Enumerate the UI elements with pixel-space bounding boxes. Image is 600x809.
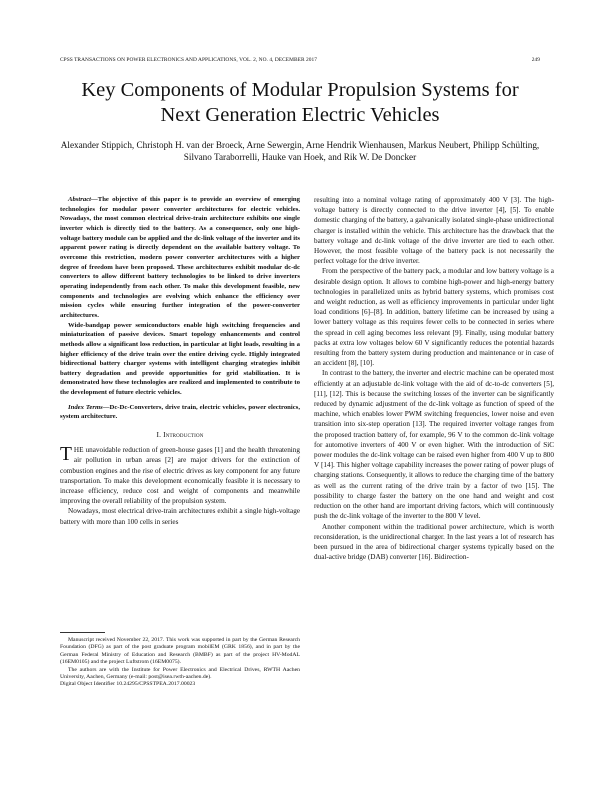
- index-terms-lead: Index Terms: [68, 403, 103, 411]
- section-numeral: I. I: [156, 430, 166, 440]
- index-terms-text: —Dc-Dc-Converters, drive train, electric vehicles, power electronics, system architecture.: [60, 403, 300, 421]
- body-paragraph-4: Another component within the traditional power architecture, which is worth reconsideration, is the unidirectional charger. In the last years a lot of research has been pursued in the area of bidirectional charger systems typically based on the dual-active bridge (DAB) converter [16]. Bidirection-: [314, 522, 554, 562]
- body-paragraph-1: resulting into a nominal voltage rating of approximately 400 V [3]. The high-voltage battery is directly connected to the drive inverter [4], [5]. To enable domestic charging of the battery, a galvanically isolated single-phase unidirectional charger is installed within the vehicle. This architecture has the drawback that the battery voltage and dc-link voltage of the drive inverter are tied to each other. However, the most feasible voltage of the battery pack is not necessarily the perfect voltage for the drive inverter.: [314, 196, 554, 266]
- abstract-paragraph-1: [60, 195, 300, 321]
- paper-title: Key Components of Modular Propulsion Systems for Next Generation Electric Vehicles: [81, 79, 519, 126]
- intro-paragraph-2: Nowadays, most electrical drive-train architectures exhibit a single high-voltage battery with more than 100 cells in series: [60, 507, 300, 526]
- author-list: Alexander Stippich, Christoph H. van der Broeck, Arne Sewergin, Arne Hendrik Wienhausen, Markus Neubert, Philipp Schülting, Silvano Taraborrelli, Hauke van Hoek, and Rik W. De Doncker: [60, 140, 540, 163]
- footnote-affiliation: The authors are with the Institute for Power Electronics and Electrical Drives, RWTH Aachen University, Aachen, Germany (e-mail: post@isea.rwth-aachen.de).: [60, 666, 300, 681]
- abstract-text-1: —The objective of this paper is to provide an overview of emerging technologies for modular power converter architectures for electric vehicles. Nowadays, the most common electrical drive-train architecture exhibits one single inverter which is directly tied to the battery. As a consequence, only one high-voltage battery module can be applied and the dc-link voltage of the inverter and its apparent power rating is directly dependent on the available battery voltage. To overcome this restriction, modern power converter architectures with a higher degree of freedom have been proposed. These architectures exhibit modular dc-dc converters to allow different battery technologies to be linked to drive inverters operating independently from each other. To make this development feasible, new components and technologies are evolving which enhance the efficiency over mission cycles while ensuring further integration of the power-converter architectures.: [60, 196, 300, 319]
- intro-paragraph-1: [60, 445, 300, 506]
- intro-text-1: HE unavoidable reduction of green-house gases [1] and the health threatening air pollution in urban areas [2] are major drivers for the extinction of combustion engines and the rise of electric drives as key component for any future transportation. To make this development economically feasible it is necessary to increase efficiency, reduce cost and weight of components and meanwhile improving the overall reliability of the propulsion system.: [60, 446, 300, 506]
- left-column: [60, 195, 300, 575]
- abstract-paragraph-2: Wide-bandgap power semiconductors enable high switching frequencies and miniaturization of passive devices. Smart topology enhancements and control methods allow a significant loss reduction, in particular at light loads, resulting in a higher efficiency of the drive train over the entire driving cycle. Highly integrated bidirectional battery charger systems with intelligent charging strategies inhibit battery degradation and provide opportunities for grid stabilization. It is demonstrated how these technologies are realized and implemented to contribute to the development of future electric vehicles.: [60, 321, 300, 397]
- abstract: [60, 195, 300, 398]
- footnote-rule: [60, 632, 105, 633]
- doi: Digital Object Identifier 10.24295/CPSSTPEA.2017.00023: [60, 681, 196, 688]
- section-name: ntroduction: [165, 430, 204, 440]
- body-paragraph-2: From the perspective of the battery pack, a modular and low battery voltage is a desirable design option. It allows to combine high-power and high-energy battery technologies in parallelized units as hybrid battery systems, which promises cost and weight reduction, as well as efficiency improvements in particular under light load conditions [6]–[8]. In addition, battery lifetime can be increased by using a lower battery voltage as this requires fewer cells to be connected in series where the spread in cell aging becomes less relevant [9]. Finally, using modular battery packs at extra low voltages below 60 V significantly reduces the potential hazards resulting from the battery system during production and maintenance or in case of an accident [8], [10].: [314, 267, 554, 368]
- page-number: 249: [531, 57, 540, 63]
- footnote-funding: Manuscript received November 22, 2017. This work was supported in part by the German Research Foundation (DFG) as part of the post graduate program mobilEM (GRK 1856), and in part by the German Federal Ministry of Education and Research (BMBF) as part of the project HV-ModAL (16EM0105) and the project Luftstrom (16EM0075).: [60, 637, 300, 666]
- footnotes: [60, 632, 300, 689]
- right-column: [314, 195, 554, 795]
- journal-header: CPSS TRANSACTIONS ON POWER ELECTRONICS AND APPLICATIONS, VOL. 2, NO. 4, DECEMBER 2017: [60, 57, 317, 63]
- running-head: [60, 55, 540, 65]
- drop-cap-letter: T: [60, 444, 72, 466]
- abstract-lead: Abstract: [68, 196, 92, 203]
- body-paragraph-3: In contrast to the battery, the inverter and electric machine can be operated most efficiently at an adjustable dc-link voltage with the aid of dc-to-dc converters [5], [11], [12]. This is because the switching losses of the inverter can be significantly reduced by dynamic adjustment of the dc-link voltage as function of speed of the machine, which enables lower PWM switching frequencies, lower noise and even transition into six-step operation [13]. The required inverter voltage ranges from the proposed traction battery of, for example, 96 V to the common dc-link voltage for automotive inverters of 400 V or even higher. With the introduction of SiC power modules the dc-link voltage can be raised even higher from 400 V up to 800 V [14]. This higher voltage capability increases the power rating of power plugs of charging stations. Consequently, it allows to reduce the charging time of the battery as well as the current rating of the drive train by a factor of two [15]. The possibility to charge faster the battery on the one hand and weight and cost reduction on the other hand are important driving factors, which will continuously push the dc-link voltage of the inverter to the 800 V level.: [314, 369, 554, 521]
- index-terms: [60, 403, 300, 422]
- section-heading-introduction: [60, 430, 300, 440]
